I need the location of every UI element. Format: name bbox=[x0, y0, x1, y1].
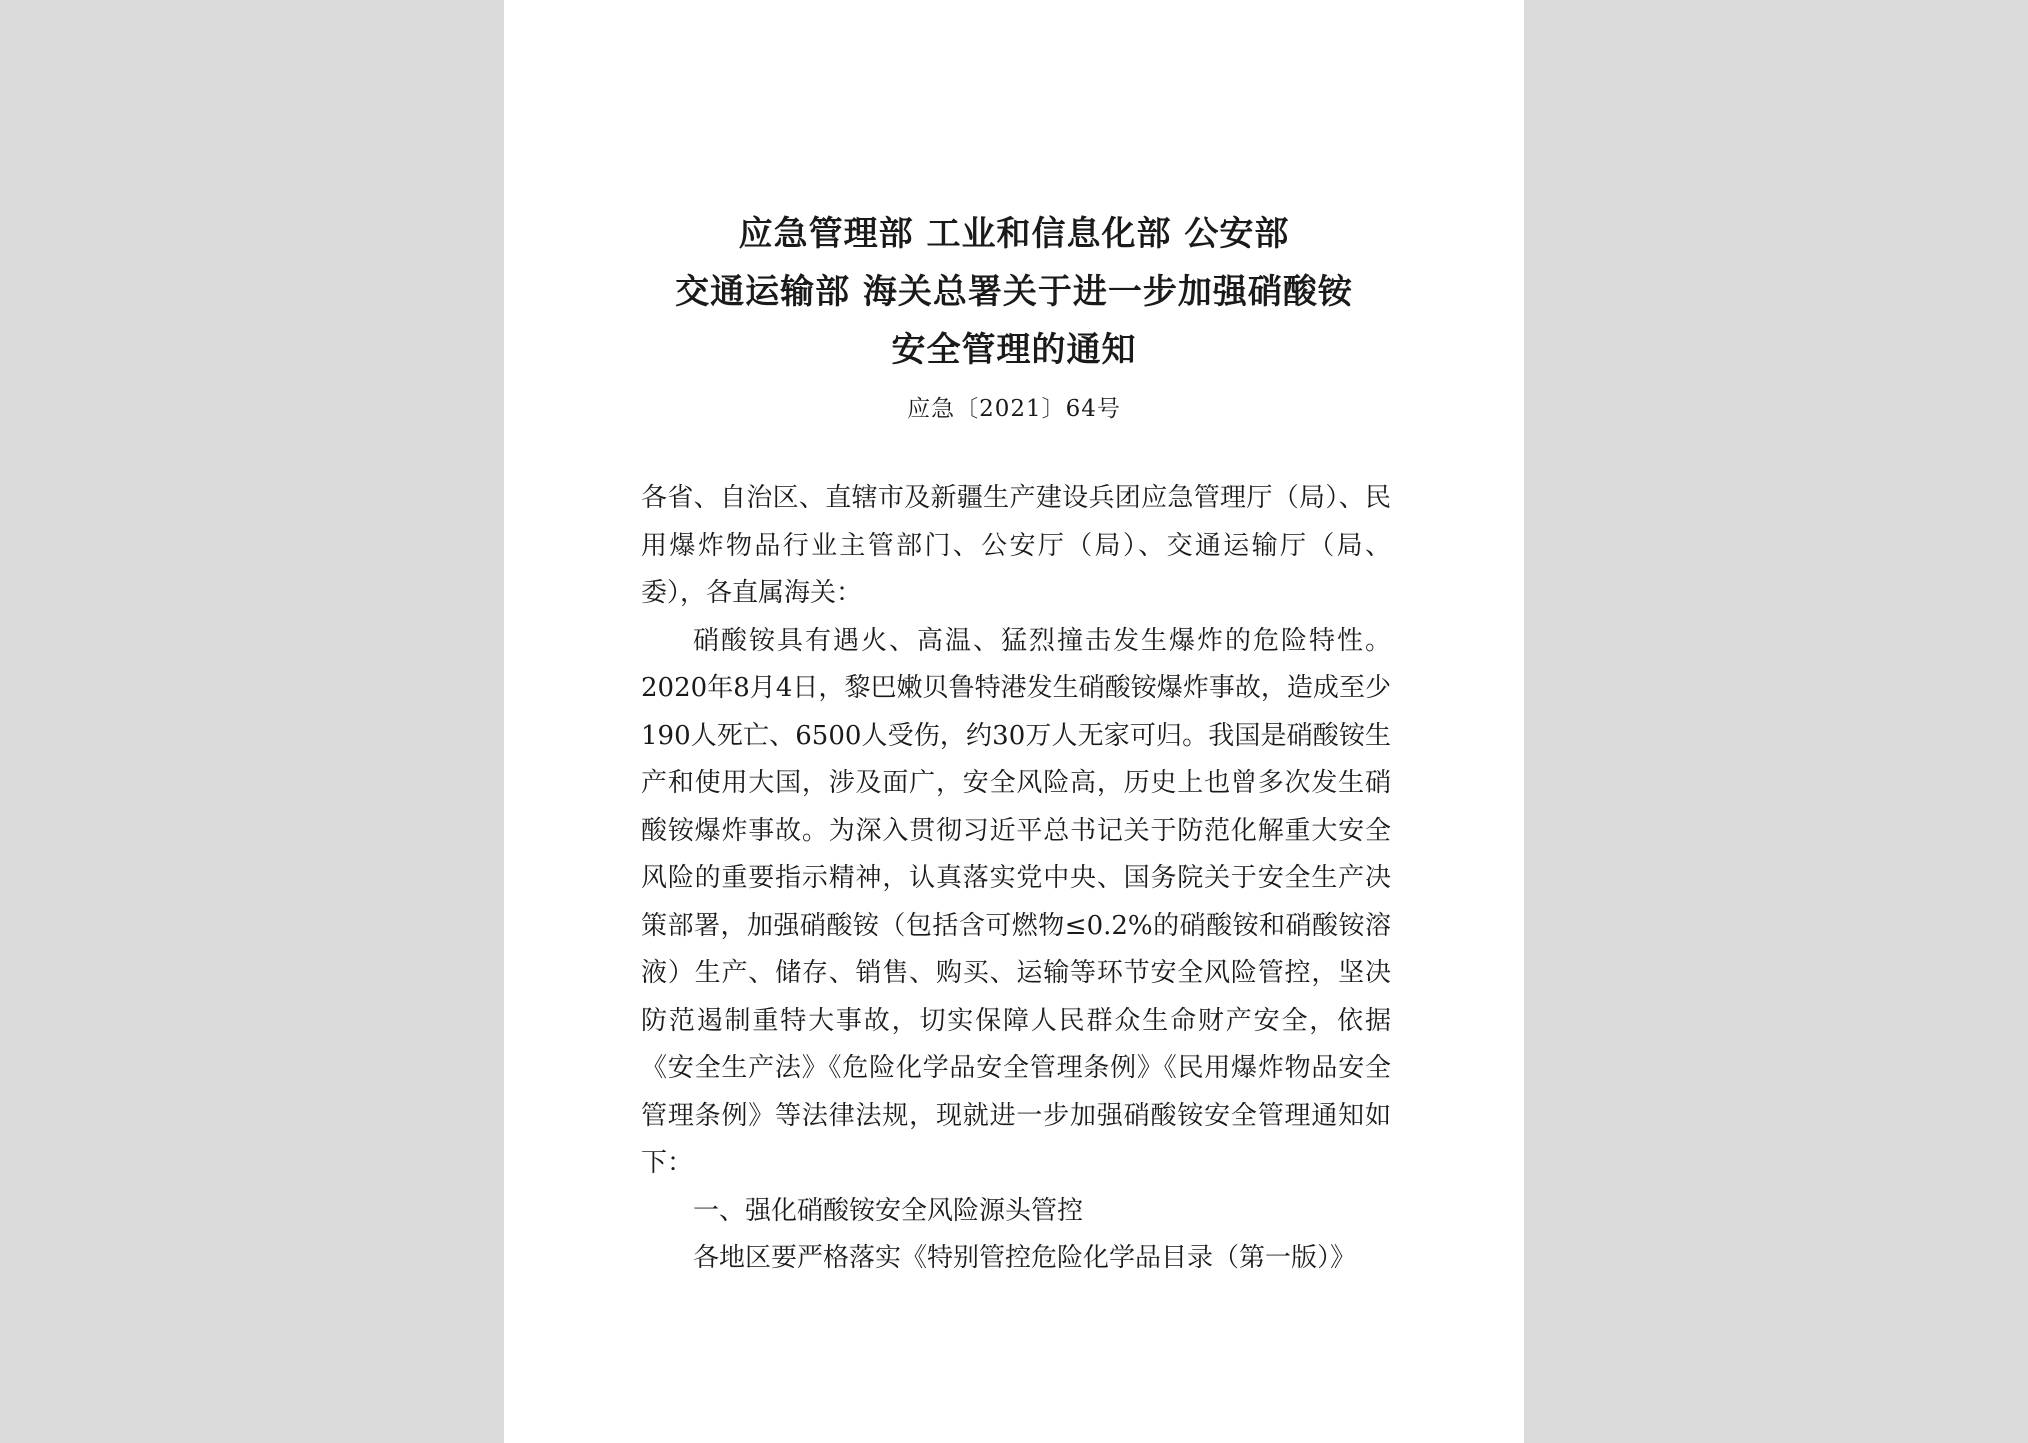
document-title-line-2: 交通运输部 海关总署关于进一步加强硝酸铵 bbox=[675, 272, 1353, 312]
section-paragraph: 各地区要严格落实《特别管控危险化学品目录（第一版）》 bbox=[693, 1243, 1357, 1273]
document-page bbox=[504, 0, 1524, 1443]
document-number: 应急〔2021〕64号 bbox=[907, 396, 1121, 422]
section-heading: 一、强化硝酸铵安全风险源头管控 bbox=[693, 1195, 1084, 1226]
document-body bbox=[641, 475, 1391, 1283]
document-title-line-1: 应急管理部 工业和信息化部 公安部 bbox=[738, 214, 1290, 254]
intro-paragraph: 硝酸铵具有遇火、高温、猛烈撞击发生爆炸的危险特性。2020年8月4日，黎巴嫩贝鲁特港发生硝酸铵爆炸事故，造成至少190人死亡、6500人受伤，约30万人无家可归。我国是硝酸铵生产和使用大国，涉及面广，安全风险高，历史上也曾多次发生硝酸铵爆炸事故。为深入贯彻习近平总书记关于防范化解重大安全风险的重要指示精神，认真落实党中央、国务院关于安全生产决策部署，加强硝酸铵（包括含可燃物≤0.2%的硝酸铵和硝酸铵溶液）生产、储存、销售、购买、运输等环节安全风险管控，坚决防范遏制重特大事故，切实保障人民群众生命财产安全，依据《安全生产法》《危险化学品安全管理条例》《民用爆炸物品安全管理条例》等法律法规，现就进一步加强硝酸铵安全管理通知如下： bbox=[641, 625, 1391, 1178]
document-header bbox=[504, 205, 1524, 429]
addressee-paragraph: 各省、自治区、直辖市及新疆生产建设兵团应急管理厅（局）、民用爆炸物品行业主管部门、公安厅（局）、交通运输厅（局、委），各直属海关： bbox=[641, 483, 1391, 608]
document-title-line-3: 安全管理的通知 bbox=[891, 330, 1137, 370]
